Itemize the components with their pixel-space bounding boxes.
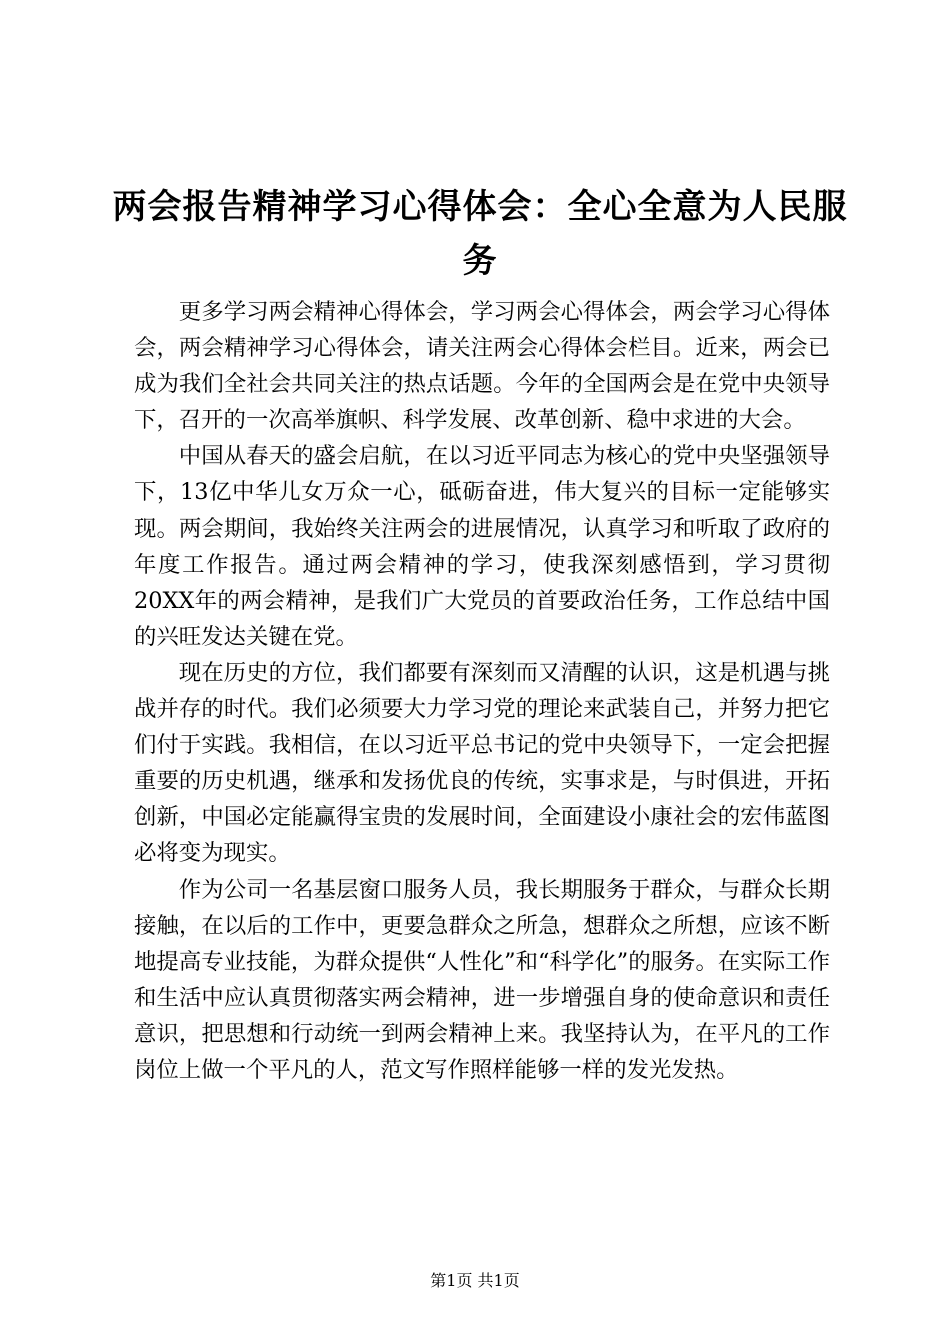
page-footer: 第1页 共1页 [430,1271,520,1290]
paragraph-3: 现在历史的方位，我们都要有深刻而又清醒的认识，这是机遇与挑战并存的时代。我们必须要大力学习党的理论来武装自己，并努力把它们付于实践。我相信，在以习近平总书记的党中央领导下，一定会把握重要的历史机遇，继承和发扬优良的传统，实事求是，与时俱进，开拓创新，中国必定能赢得宝贵的发展时间，全面建设小康社会的宏伟蓝图必将变为现实。 [134,659,830,867]
paragraph-2: 中国从春天的盛会启航，在以习近平同志为核心的党中央坚强领导下，13亿中华儿女万众一心，砥砺奋进，伟大复兴的目标一定能够实现。两会期间，我始终关注两会的进展情况，认真学习和听取了政府的年度工作报告。通过两会精神的学习，使我深刻感悟到，学习贯彻20XX年的两会精神，是我们广大党员的首要政治任务，工作总结中国的兴旺发达关键在党。 [134,443,830,650]
paragraph-4: 作为公司一名基层窗口服务人员，我长期服务于群众，与群众长期接触，在以后的工作中，更要急群众之所急，想群众之所想，应该不断地提高专业技能，为群众提供“人性化”和“科学化”的服务。在实际工作和生活中应认真贯彻落实两会精神，进一步增强自身的使命意识和责任意识，把思想和行动统一到两会精神上来。我坚持认为，在平凡的工作岗位上做一个平凡的人，范文写作照样能够一样的发光发热。 [134,876,830,1083]
document-title: 两会报告精神学习心得体会：全心全意为人民服务 [112,187,848,281]
paragraph-1: 更多学习两会精神心得体会，学习两会心得体会，两会学习心得体会，两会精神学习心得体会，请关注两会心得体会栏目。近来，两会已成为我们全社会共同关注的热点话题。今年的全国两会是在党中央领导下，召开的一次高举旗帜、科学发展、改革创新、稳中求进的大会。 [134,299,830,434]
document-body [134,294,830,1088]
